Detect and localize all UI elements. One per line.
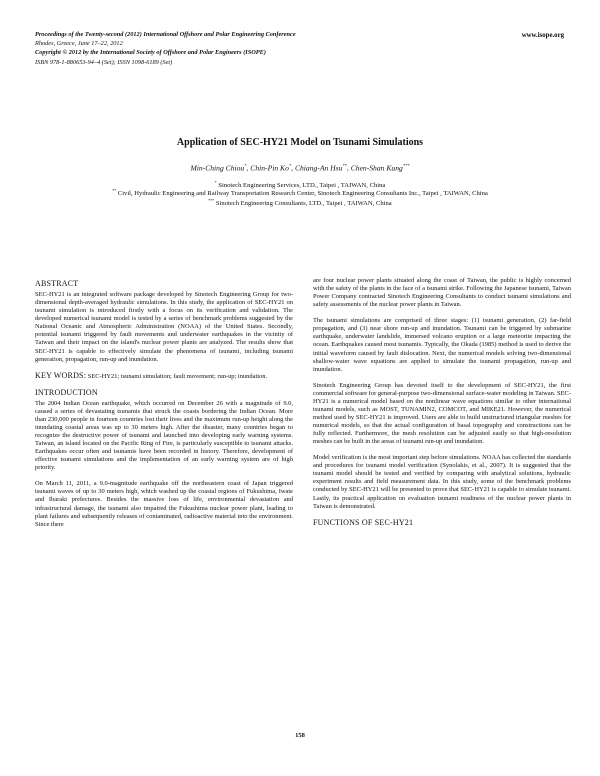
affiliation-text: Sinotech Engineering Consultants, LTD., Taipei , TAIWAN, China — [215, 200, 392, 208]
author-name: Chin-Pin Ko — [250, 163, 289, 173]
intro-paragraph: Sinotech Engineering Group has devoted itself to the development of SEC-HY21, the first commercial software for general-purpose two-dimensional surface-water modeling in Taiwan. SEC-HY21 is a numerical model based on the nonlinear wave equations similar to other international tsunami models, such as MOST, TUNAMIN2, COMCOT, and MIKE21. However, the numerical method used by SEC-HY21 is improved. Users are able to build unstructured triangular meshes for numerical models, so that the actual configuration of basal topography and constructions can be fully reflected. Furthermore, the mesh resolution can be adjusted easily so that high-resolution meshes can be built in the areas of tsunami run-up and inundation. — [313, 381, 571, 446]
keywords-text: SEC-HY21; tsunami simulation; fault movement; run-up; inundation. — [87, 372, 268, 380]
keywords — [35, 372, 293, 381]
header-location: Rhodes, Greece, June 17–22, 2012 — [35, 40, 123, 48]
affiliation — [0, 197, 600, 208]
left-column — [35, 280, 293, 537]
abstract-text: SEC-HY21 is an integrated software package developed by Sinotech Engineering Group for two-dimensional depth-averaged hydraulic simulations. In this study, the application of SEC-HY21 on tsunami simulation is introduced firstly with a focus on its verification and validation. The developed numerical tsunami model is tested by a series of benchmark problems suggested by the National Oceanic and Atmospheric Administration (NOAA) of the United States. Secondly, potential tsunami triggered by fault movements and underwater earthquakes in the vicinity of Taiwan and their impact on the island's nuclear power plants are analyzed. The results show that SEC-HY21 is capable to effectively simulate the phenomena of tsunami, including tsunami generation, propagation, run-up and inundation. — [35, 291, 293, 363]
header-copyright: Copyright © 2012 by the International Society of Offshore and Polar Engineers (ISOPE) — [35, 49, 266, 57]
intro-paragraph: On March 11, 2011, a 9.0-magnitude earthquake off the northeastern coast of Japan triggered tsunami waves of up to 30 meters high, which washed up the coastal regions of Fukushima, Iwate and Ibaraki prefectures. Besides the massive loss of life, environmental devastation and infrastructural damage, the tsunami also impaired the Fukushima nuclear power plant, leading to plant failures and subsequently releases of contaminated, radioactive material into the environment. Since there — [35, 480, 293, 528]
intro-paragraph: are four nuclear power plants situated along the coast of Taiwan, the public is highly concerned with the safety of the plants in the face of a tsunami strike. Following the Japanese tsunami, Taiwan Power Company contracted Sinotech Engineering Consultants to conduct tsunami simulations and safety assessments of the nuclear power plants in Taiwan. — [313, 277, 571, 309]
intro-paragraph: Model verification is the most important step before simulations. NOAA has collected the standards and procedures for tsunami model verification (Synolakis, et al., 2007). It is suggested that the tsunami model should be tested and verified by comparing with analytical solutions, hydraulic experiment results and field measurement data. In this study, some of the benchmark problems conducted by SEC-HY21 will be presented to prove that SEC-HY21 is capable to simulate tsunami. Lastly, its practical application on evaluation tsunami readiness of the nuclear power plants in Taiwan is demonstrated. — [313, 454, 571, 510]
introduction-heading: INTRODUCTION — [35, 387, 98, 397]
author-mark: * — [244, 163, 247, 168]
header-isbn: ISBN 978-1-880653-94–4 (Set); ISSN 1098-6189 (Set) — [35, 58, 173, 66]
author-mark: *** — [402, 163, 410, 168]
intro-paragraph: The tsunami simulations are comprised of three stages: (1) tsunami generation, (2) far-field propagation, and (3) near shore run-up and inundation. Tsunami can be triggered by submarine earthquake, underwater landslide, immersed volcano eruption or a large meteorite impacting the ocean. Earthquakes caused most tsunamis. Typically, the Okada (1985) method is used to derive the initial waveform caused by fault dislocation. Next, the numerical models solving two-dimensional shallow-water wave equations are applied to simulate the tsunami propagation, run-up and inundation. — [313, 317, 571, 373]
functions-heading: FUNCTIONS OF SEC-HY21 — [313, 517, 414, 527]
affiliation-mark: ** — [112, 188, 117, 193]
intro-paragraph: The 2004 Indian Ocean earthquake, which occurred on December 26 with a magnitude of 9.0, caused a series of devastating tsunamis that struck the coasts bordering the Indian Ocean. More than 230,000 people in fourteen countries lost their lives and the maximum run-up height along the inundating coastal areas was up to 30 meters high. After the disaster, many countries began to recognize the destructive power of tsunami and launched into developing early warning systems. Taiwan, an island located on the Pacific Ring of Fire, is particularly susceptible to tsunami attacks. Earthquakes occur often and tsunamis have been recorded in history. Therefore, development of effective tsunami simulations and the implementation of an early warning system are of high priority. — [35, 399, 293, 472]
proceedings-header — [35, 30, 485, 67]
keywords-label: KEY WORDS: — [35, 370, 87, 380]
affiliation-text: Civil, Hydraulic Engineering and Railway Transportation Research Center, Sinotech Engineering Consultants Inc., Taipei , TAIWAN, China — [117, 190, 488, 198]
author-name: Chiang-An Hsu — [294, 163, 343, 173]
author-name: Chen-Shan Kung — [350, 163, 403, 173]
abstract-heading: ABSTRACT — [35, 279, 79, 288]
author-name: Min-Ching Chiou — [190, 163, 245, 173]
affiliation-mark: * — [214, 180, 217, 185]
author-mark: ** — [342, 163, 347, 168]
author-mark: * — [288, 163, 292, 168]
affiliation-mark: *** — [208, 198, 215, 203]
site-url: www.isope.org — [521, 32, 564, 39]
affiliation-text: Sinotech Engineering Services, LTD., Taipei , TAIWAN, China — [218, 182, 386, 190]
page-number: 158 — [295, 732, 305, 739]
paper-title: Application of SEC-HY21 Model on Tsunami Simulations — [176, 137, 424, 148]
right-column — [313, 277, 571, 530]
author-list: Min-Ching Chiou*, Chin-Pin Ko*, Chiang-An Hsu**, Chen-Shan Kung*** — [190, 163, 410, 173]
header-conference: Proceedings of the Twenty-second (2012) International Offshore and Polar Engineering Conference — [35, 31, 296, 38]
